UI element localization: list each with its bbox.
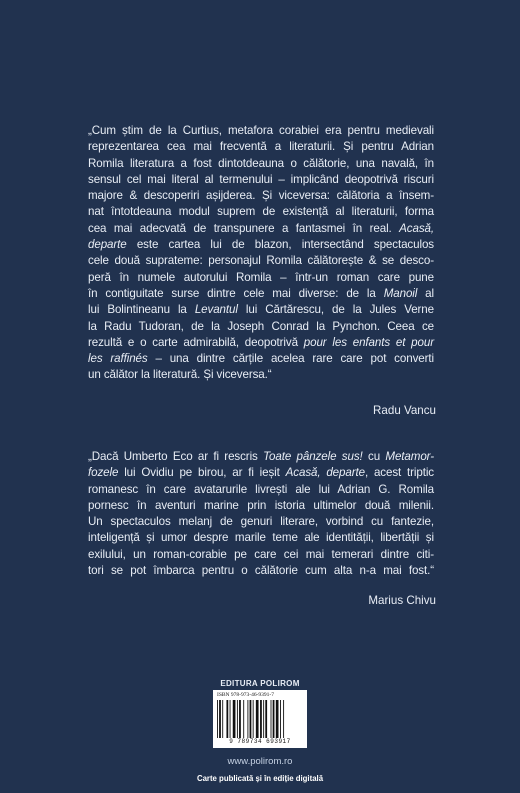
book-title: Acasă,	[399, 221, 434, 235]
barcode-bar	[222, 700, 223, 738]
barcode-bar	[280, 700, 281, 738]
quote-text: – una dintre cărțile acelea rare care pot converti	[147, 352, 434, 366]
quote-text: în contiguitate surse dintre cele mai diverse: de la	[88, 286, 384, 300]
book-title: Manoil	[383, 286, 418, 300]
quote-line: Un spectaculos melanj de genuri literare, vorbind cu fantezie,	[88, 515, 434, 529]
barcode-bar	[219, 700, 221, 738]
barcode-bar	[256, 700, 259, 738]
barcode-bar	[265, 700, 267, 738]
barcode-bar	[217, 700, 218, 738]
book-title: Metamor-	[385, 450, 434, 463]
quote-line	[88, 221, 434, 237]
quote-text: rezultă e o carte admirabilă, deopotrivă	[88, 335, 304, 349]
barcode-bar	[233, 700, 236, 738]
quote-line: cele două suprateme: personajul Romila călătorește & se desco-	[88, 254, 434, 268]
italic-phrase: les raffinés	[88, 352, 148, 366]
quote-line: un călător la literatură. Și viceversa.“	[88, 368, 272, 382]
quote-line	[88, 237, 434, 253]
quote-text: este cartea lui de blazon, intersectând spectaculos	[126, 238, 434, 252]
barcode-bar	[230, 700, 231, 738]
quote-line: sensul cel mai literal al termenului – implicând deopotrivă riscuri	[88, 172, 434, 186]
barcode-bar	[271, 700, 272, 738]
barcode-bar	[250, 700, 252, 738]
barcode-bars	[216, 700, 304, 738]
barcode-bar	[276, 700, 279, 738]
quote-author-marius-chivu: Marius Chivu	[368, 594, 436, 607]
isbn-text: ISBN 978-973-46-9391-7	[217, 692, 274, 698]
italic-phrase: pour les enfants et pour	[303, 335, 434, 349]
publisher-name: EDITURA POLIROM	[220, 679, 300, 688]
quote-line: Romila literatura a fost dintotdeauna o călătorie, una navală, în	[88, 156, 434, 170]
quote-radu-vancu	[88, 123, 434, 384]
quote-line: exilului, un roman-corabie pe care cei mai temerari dintre citi-	[88, 547, 434, 561]
isbn-barcode	[213, 690, 307, 748]
publisher-website[interactable]: www.polirom.ro	[227, 756, 293, 767]
quote-line: tori se pot îmbarca pentru o călătorie cum alta n-a mai fost.“	[88, 564, 434, 578]
quote-line	[88, 335, 434, 351]
barcode-bar	[247, 700, 248, 738]
quote-line	[88, 449, 434, 465]
barcode-bar	[260, 700, 262, 738]
book-title: Toate pânzele sus!	[263, 450, 363, 463]
quote-text: lui Ovidiu pe birou, ar fi ieșit	[118, 466, 286, 480]
book-title: Levantul	[194, 303, 238, 317]
quote-text: lui Bolintineanu la	[88, 303, 195, 317]
book-title: departe	[88, 238, 127, 252]
barcode-bar	[273, 700, 275, 738]
barcode-number: 9 789734 693917	[229, 738, 291, 745]
quote-text: cu	[362, 450, 386, 463]
barcode-bar	[237, 700, 238, 738]
barcode-bar	[283, 700, 284, 738]
quote-line: peră în numele autorului Romila – într-un roman care pune	[88, 270, 434, 284]
quote-line	[88, 351, 434, 367]
barcode-bar	[263, 700, 264, 738]
quote-line: majore & descoperiri așijderea. Și viceversa: călătoria a însem-	[88, 189, 434, 203]
barcode-bar	[243, 700, 244, 738]
book-title: fozele	[88, 466, 119, 480]
quote-author-radu-vancu: Radu Vancu	[373, 404, 436, 417]
quote-line: „Cum știm de la Curtius, metafora corabiei era pentru medievali	[88, 124, 434, 137]
quote-line	[88, 465, 434, 481]
digital-edition-note: Carte publicată și în ediție digitală	[196, 774, 324, 783]
quote-line: romanesc în care avatarurile livrești ale lui Adrian G. Romila	[88, 482, 434, 496]
quote-line: nat întotdeauna modul suprem de existență al literaturii, forma	[88, 205, 434, 219]
quote-text: , acest triptic	[364, 466, 435, 480]
quote-line: la Radu Tudoran, de la Joseph Conrad la Pynchon. Ceea ce	[88, 319, 434, 333]
barcode-bar	[239, 700, 241, 738]
quote-text: lui Cărtărescu, de la Jules Verne	[237, 303, 434, 317]
barcode-bar	[226, 700, 228, 738]
quote-line	[88, 302, 434, 318]
quote-line	[88, 286, 434, 302]
book-title: Acasă, departe	[285, 466, 365, 480]
quote-line: reprezentarea cea mai frecventă a literaturii. Și pentru Adrian	[88, 140, 434, 154]
quote-text: cea mai adecvată de transpunere a fantasmei în real.	[88, 221, 400, 235]
quote-text: al	[417, 286, 434, 300]
quote-text: „Dacă Umberto Eco ar fi rescris	[88, 450, 264, 463]
quote-line: inteligență și umor despre marile teme ale identității, libertății și	[88, 531, 434, 545]
quote-line: pornesc în aventuri marine prin istoria ultimelor două milenii.	[88, 498, 434, 512]
barcode-bar	[253, 700, 254, 738]
quote-marius-chivu	[88, 449, 434, 579]
